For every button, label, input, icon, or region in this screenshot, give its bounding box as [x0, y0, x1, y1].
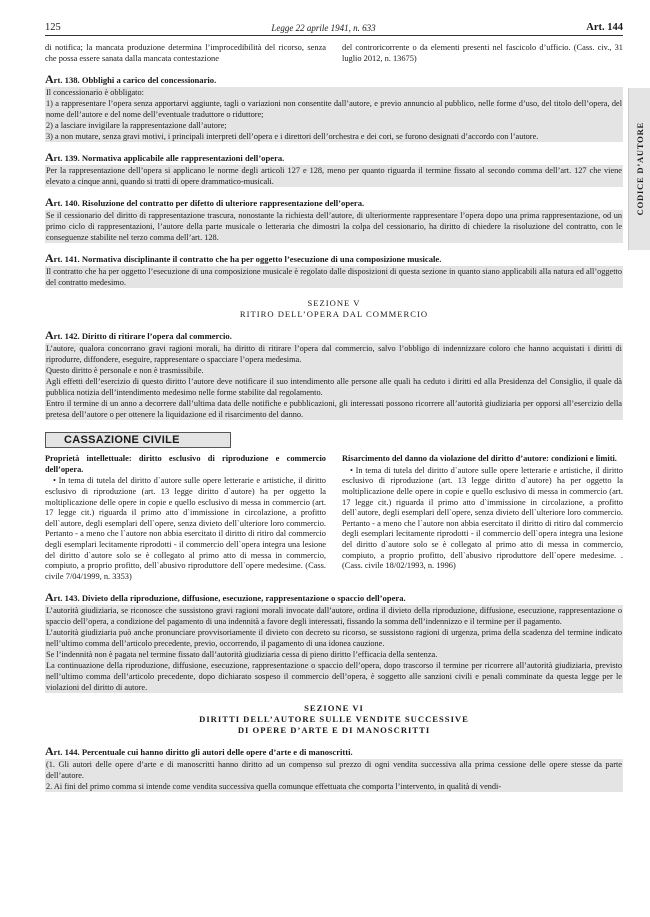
article-body: (1. Gli autori delle opere d’arte e di manoscritti hanno diritto ad un compenso sul prezzo di ogni vendita successiva alla prima cessione delle opere stesse da parte dell’autore. 2. Ai fini del primo comma si intende come vendita successiva quella comunque effettuata che comporta l’intervento, in qualità di vendi- [46, 760, 622, 792]
article-title: Art. 143. Divieto della riproduzione, diffusione, esecuzione, rappresentazione o spaccio dell’opera. [45, 590, 406, 605]
article-142 [45, 330, 623, 420]
section-heading-5: SEZIONE V RITIRO DELL’OPERA DAL COMMERCIO [239, 298, 429, 320]
article-title: Art. 139. Normativa applicabile alle rappresentazioni dell’opera. [45, 150, 285, 165]
article-body: Se il cessionario del diritto di rappresentazione trascura, nonostante la richiesta dell’autore, di ulteriormente rappresentare l’opera dopo una prima rappresentazione, od un primo ciclo di rappresentazioni, l’autore della parte musicale o letteraria che dimostri la colpa del cessionario, ha diritto di chiedere la risoluzione del contratto, con le conseguenze stabilite nel terzo comma dell’art. 128. [46, 211, 622, 243]
article-title: Art. 141. Normativa disciplinante il contratto che ha per oggetto l’esecuzione di una composizione musicale. [45, 251, 442, 266]
page-number: 125 [45, 22, 61, 33]
article-143 [45, 592, 623, 693]
article-140 [45, 197, 623, 243]
case-law-columns [45, 454, 623, 582]
article-141 [45, 253, 623, 288]
document-page [45, 22, 623, 792]
cassazione-box [45, 430, 623, 448]
article-reference: Art. 144 [586, 22, 623, 33]
case-law-right: Risarcimento del danno da violazione del diritto d’autore: condizioni e limiti. • In tema di tutela del diritto d`autore sulle opere letterarie e artistiche, il diritto esclusivo di riproduzione (art. 13 legge diritto d`autore) ha per oggetto la moltiplicazione delle opere in copie e quello esclusivo di messa in commercio (art. 17 legge cit.) riguarda il primo atto d`immissione in circolazione, a profitto dell`autore, degli esemplari dell`opere, senza divieto dell`ulteriore loro commercio. Pertanto - a meno che l`autore non abbia esercitato il diritto di ritiro dal commercio degli esemplari lecitamente riprodotti - il commercio dell`opera integra una lesione del diritto d`autore solo se è collegato al primo atto di messa in commercio, compiuto, a proprio profitto, dell`abusivo riproduttore dell`opere medesime. . (Cass. civile 18/02/1993, n. 1996) [342, 454, 623, 571]
article-139 [45, 152, 623, 187]
continued-text [45, 42, 623, 64]
article-title: Art. 142. Diritto di ritirare l’opera dal commercio. [45, 328, 232, 343]
side-tab-label: CODICE D’AUTORE [635, 122, 645, 216]
article-body: L’autore, qualora concorrano gravi ragioni morali, ha diritto di ritirare l’opera dal commercio, salvo l’obbligo di indennizzare coloro che hanno acquistati i diritti di riprodurre, diffondere, eseguire, rappresentare o spacciare l’opera medesima. Questo diritto è personale e non è trasmissibile. Agli effetti dell’esercizio di questo diritto l’autore deve notificare il suo intendimento alle persone alle quali ha ceduto i diritti ed alla Presidenza del Consiglio, il quale dà pubblica notizia dell’intendimento medesimo nelle forme stabilite dal regolamento. Entro il termine di un anno a decorrere dall’ultima data delle notifiche e pubblicazioni, gli interessati possono ricorrere all’autorità giudiziaria per opporsi all’esercizio della pretesa dell’autore o per ottenere la liquidazione ed il risarcimento del danno. [46, 344, 622, 420]
case-law-left: Proprietà intellettuale: diritto esclusivo di riproduzione e commercio dell’opera. • In tema di tutela del diritto d`autore sulle opere letterarie e artistiche, il diritto esclusivo di riproduzione (art. 13 legge diritto d`autore) ha per oggetto la moltiplicazione delle opere in copie e quello esclusivo di messa in commercio (art. 17 legge cit.) riguarda il primo atto d`immissione in circolazione, a profitto dell`autore, degli esemplari dell`opere, senza divieto dell`ulteriore loro commercio. Pertanto - a meno che l`autore non abbia esercitato il diritto di ritiro dal commercio degli esemplari lecitamente riprodotti - il commercio dell`opera integra una lesione del diritto d`autore solo se è collegato al primo atto di messa in commercio, compiuto, a proprio profitto, dell`abusivo riproduttore dell`opere medesime. (Cass. civile 7/04/1999, n. 3353) [45, 454, 326, 581]
article-body: Il contratto che ha per oggetto l’esecuzione di una composizione musicale è regolato dalle disposizioni di questa sezione in quanto siano applicabili alla natura ed all’oggetto del contratto medesimo. [46, 267, 622, 288]
section-heading-6: SEZIONE VI DIRITTI DELL’AUTORE SULLE VENDITE SUCCESSIVE DI OPERE D’ARTE E DI MANOSCRITTI [199, 703, 469, 736]
law-reference: Legge 22 aprile 1941, n. 633 [271, 23, 376, 33]
running-header [45, 22, 623, 36]
article-body: L’autorità giudiziaria, se riconosce che sussistono gravi ragioni morali invocate dall’autore, ordina il divieto della riproduzione, diffusione, esecuzione, rappresentazione o spaccio dell’opera, a condizione del pagamento di una indennità a favore degli interessati, fissando la somma dell’indennizzo e il termine per il pagamento. L’autorità giudiziaria può anche pronunciare provvisoriamente il divieto con decreto su ricorso, se sussistono ragioni di urgenza, prima della scadenza del termine indicato nell’ultimo comma dell’articolo precedente, previo, occorrendo, il pagamento di una idonea cauzione. Se l’indennità non è pagata nel termine fissato dall’autorità giudiziaria cessa di pieno diritto l’efficacia della sentenza. La continuazione della riproduzione, diffusione, esecuzione, rappresentazione o spaccio dell’opera, dopo trascorso il termine per ricorrere all’autorità giudiziaria, previsto nell’ultimo comma dell’articolo precedente, dopo dichiarato sospeso il commercio dell’opera, è soggetto alle sanzioni civili e penali comminate da questa legge per le violazioni del diritto di autore. [46, 606, 622, 693]
article-title: Art. 140. Risoluzione del contratto per difetto di ulteriore rappresentazione dell’opera. [45, 195, 365, 210]
article-body: Per la rappresentazione dell’opera si applicano le norme degli articoli 127 e 128, meno per quanto riguarda il termine fissato al secondo comma dell’art. 127 che viene elevato a cinque anni, quando si tratti di opere drammatico-musicali. [46, 166, 622, 187]
continued-text-right: del controricorrente o da elementi presenti nel fascicolo d’ufficio. (Cass. civ., 31 luglio 2012, n. 13675) [342, 43, 623, 64]
side-tab [628, 88, 650, 250]
article-138 [45, 74, 623, 142]
cassazione-label: CASSAZIONE CIVILE [45, 432, 231, 448]
article-title: Art. 144. Percentuale cui hanno diritto gli autori delle opere d’arte e di manoscritti. [45, 744, 353, 759]
article-144 [45, 746, 623, 792]
article-body: Il concessionario è obbligato: 1) a rappresentare l’opera senza apportarvi aggiunte, tagli o variazioni non consentite dall’autore, e previo annuncio al pubblico, nelle forme d’uso, del titolo dell’opera, del nome dell’autore e del nome dell’eventuale traduttore o riduttore; 2) a lasciare invigilare la rappresentazione dall’autore; 3) a non mutare, senza gravi motivi, i principali interpreti dell’opera e i direttori dell’orchestra e dei cori, se furono designati d’accordo con l’autore. [46, 88, 622, 142]
article-title: Art. 138. Obblighi a carico del concessionario. [45, 72, 217, 87]
continued-text-left: di notifica; la mancata produzione determina l’improcedibilità del ricorso, senza che possa essere sanata dalla mancata contestazione [45, 43, 326, 64]
